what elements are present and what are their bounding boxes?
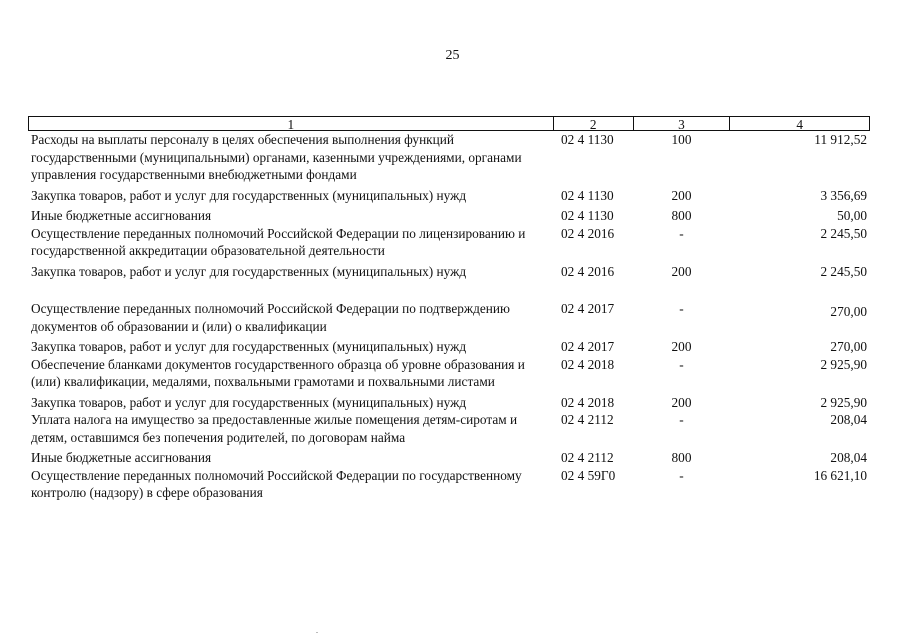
- row-name: Осуществление переданных полномочий Российской Федерации по лицензированию и государственной аккредитации образовательной деятельности: [31, 225, 526, 258]
- header-col-2: 2: [553, 117, 633, 130]
- row-name: Осуществление переданных полномочий Российской Федерации по государственному контролю (надзору) в сфере образования: [31, 467, 522, 500]
- table-row: [28, 467, 870, 502]
- row-code: 02 4 2112: [561, 412, 614, 427]
- row-amount: 270,00: [830, 304, 867, 319]
- row-name: Осуществление переданных полномочий Российской Федерации по подтверждению документов об образовании и (или) о квалификации: [31, 301, 510, 334]
- table-row: [28, 411, 870, 446]
- table-row: [28, 394, 870, 412]
- table-row: [28, 356, 870, 391]
- row-amount: 50,00: [837, 208, 867, 223]
- table-row: [28, 131, 870, 184]
- row-code: 02 4 1130: [561, 208, 614, 223]
- row-amount: 2 925,90: [820, 394, 867, 410]
- row-amount: 2 245,50: [820, 225, 867, 241]
- table-row: [28, 225, 870, 260]
- row-code: 02 4 2112: [561, 450, 614, 465]
- row-amount: 16 621,10: [813, 467, 867, 483]
- row-code: 02 4 2017: [561, 301, 615, 316]
- table-row: [28, 207, 870, 225]
- row-amount: 2 245,50: [820, 263, 867, 279]
- row-type: -: [679, 225, 684, 241]
- row-code: 02 4 59Г0: [561, 467, 616, 483]
- row-name: Закупка товаров, работ и услуг для государственных (муниципальных) нужд: [31, 187, 467, 203]
- table-row: [28, 338, 870, 356]
- row-name: Иные бюджетные ассигнования: [31, 208, 212, 223]
- row-type: 800: [671, 208, 692, 223]
- row-type: -: [679, 301, 684, 316]
- row-type: 100: [671, 132, 692, 147]
- row-type: -: [679, 412, 684, 427]
- row-type: -: [679, 467, 684, 483]
- row-name: Закупка товаров, работ и услуг для государственных (муниципальных) нужд: [31, 263, 467, 279]
- row-type: 200: [671, 263, 692, 279]
- row-amount: 270,00: [830, 339, 867, 354]
- row-name: Расходы на выплаты персоналу в целях обеспечения выполнения функций государственными (муниципальными) органами, казенными учреждениями, органами управления государственными внебюджетными фондами: [31, 132, 522, 182]
- row-amount: 2 925,90: [820, 356, 867, 372]
- table-row: [28, 263, 870, 281]
- row-amount: 3 356,69: [820, 187, 867, 203]
- row-amount: 208,04: [830, 412, 867, 427]
- page-number: 25: [445, 48, 460, 63]
- row-name: Закупка товаров, работ и услуг для государственных (муниципальных) нужд: [31, 394, 467, 410]
- row-code: 02 4 2016: [561, 225, 615, 241]
- row-type: 200: [671, 339, 692, 354]
- budget-table: [28, 116, 870, 502]
- header-col-4: 4: [729, 117, 869, 130]
- row-type: 200: [671, 394, 692, 410]
- row-code: 02 4 2018: [561, 394, 615, 410]
- row-name: Закупка товаров, работ и услуг для государственных (муниципальных) нужд: [31, 339, 467, 354]
- row-code: 02 4 2016: [561, 263, 615, 279]
- table-row: [28, 449, 870, 467]
- row-type: 800: [671, 450, 692, 465]
- header-col-3: 3: [633, 117, 730, 130]
- header-col-1: 1: [287, 117, 295, 132]
- table-row: [28, 300, 870, 335]
- row-amount: 208,04: [830, 450, 867, 465]
- row-code: 02 4 2017: [561, 339, 615, 354]
- row-type: 200: [671, 187, 692, 203]
- row-code: 02 4 1130: [561, 132, 614, 147]
- row-type: -: [679, 356, 684, 372]
- row-name: Обеспечение бланками документов государственного образца об уровне образования и (или) квалификации, медалями, похвальными грамотами и похвальными листами: [31, 356, 525, 389]
- row-code: 02 4 2018: [561, 356, 615, 372]
- row-code: 02 4 1130: [561, 187, 614, 203]
- row-name: Иные бюджетные ассигнования: [31, 450, 212, 465]
- scan-artifact: [316, 632, 318, 633]
- table-header: [28, 116, 870, 131]
- table-row: [28, 187, 870, 205]
- row-gap: [28, 280, 870, 296]
- row-amount: 11 912,52: [814, 132, 867, 147]
- row-name: Уплата налога на имущество за предоставленные жилые помещения детям-сиротам и детям, оставшимся без попечения родителей, по договорам найма: [31, 412, 518, 445]
